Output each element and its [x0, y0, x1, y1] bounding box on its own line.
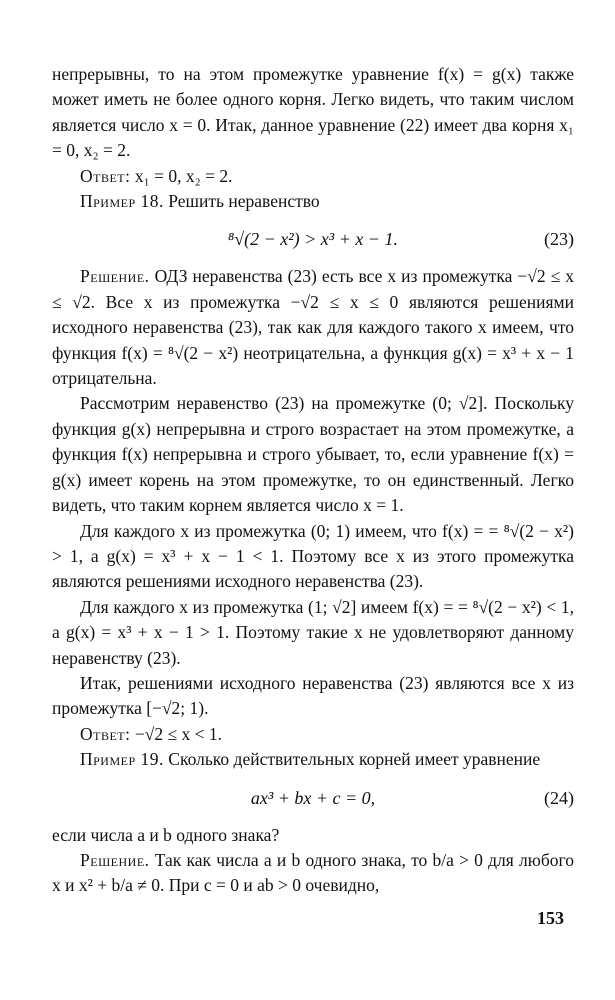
formula-expression: ⁸√(2 − x²) > x³ + x − 1.	[228, 229, 398, 250]
solution-label: Решение.	[80, 849, 150, 870]
equation-number: (23)	[544, 229, 574, 250]
page-number: 153	[537, 908, 564, 928]
answer-text: −√2 ≤ x < 1.	[130, 723, 222, 744]
example-19-heading	[52, 747, 574, 772]
example-label: Пример 19.	[80, 749, 164, 770]
example-text: Сколько действительных корней имеет уравнение	[163, 749, 541, 770]
page-body	[52, 62, 574, 899]
solution-19-paragraph-1	[52, 848, 574, 899]
solution-18-paragraph-4: Для каждого x из промежутка (1; √2] имеем f(x) = = ⁸√(2 − x²) < 1, а g(x) = x³ + x − 1 > 1. Поэтому такие x не удовлетворяют данному неравенству (23).	[52, 596, 574, 668]
solution-text: Так как числа a и b одного знака, то b/a > 0 для любого x и x² + b/a ≠ 0. При c = 0 и ab > 0 очевидно,	[52, 849, 574, 896]
solution-label: Решение.	[80, 266, 150, 287]
answer-17	[52, 164, 574, 189]
example-19-question: если числа a и b одного знака?	[52, 824, 280, 845]
solution-18-paragraph-2: Рассмотрим неравенство (23) на промежутке (0; √2]. Поскольку функция g(x) непрерывна и строго возрастает на этом промежутке, а функция f(x) непрерывна и строго убывает, то, если уравнение f(x) = g(x) имеет корень на этом промежутке, то он единственный. Легко видеть, что таким корнем является число x = 1.	[52, 393, 574, 516]
answer-label: Ответ:	[80, 723, 131, 744]
answer-label: Ответ:	[80, 165, 131, 186]
solution-18-paragraph-5: Итак, решениями исходного неравенства (23) являются все x из промежутка [−√2; 1).	[52, 672, 574, 719]
solution-18-paragraph-1	[52, 264, 574, 391]
equation-number: (24)	[544, 787, 574, 808]
solution-18-paragraph-3: Для каждого x из промежутка (0; 1) имеем, что f(x) = = ⁸√(2 − x²) > 1, а g(x) = x³ + x − 1 < 1. Поэтому все x из этого промежутка являются решениями исходного неравенства (23).	[52, 520, 574, 592]
example-18-heading	[52, 189, 574, 214]
formula-expression: ax³ + bx + c = 0,	[250, 787, 376, 808]
example-label: Пример 18.	[80, 191, 164, 212]
solution-text: ОДЗ неравенства (23) есть все x из промежутка −√2 ≤ x ≤ √2. Все x из промежутка −√2 ≤ x ≤ 0 являются решениями исходного неравенства (23), так как для каждого такого x имеем, что функция f(x) = ⁸√(2 − x²) неотрицательна, а функция g(x) = x³ + x − 1 отрицательна.	[52, 266, 574, 389]
example-text: Решить неравенство	[163, 191, 320, 212]
formula-23	[52, 214, 574, 264]
formula-24	[52, 773, 574, 823]
answer-18	[52, 722, 574, 747]
answer-text: x₁ = 0, x₂ = 2.	[130, 165, 233, 186]
paragraph-continuation: непрерывны, то на этом промежутке уравнение f(x) = g(x) также может иметь не более одного корня. Легко видеть, что таким числом является число x = 0. Итак, данное уравнение (22) имеет два корня x₁ = 0, x₂ = 2.	[52, 64, 574, 161]
